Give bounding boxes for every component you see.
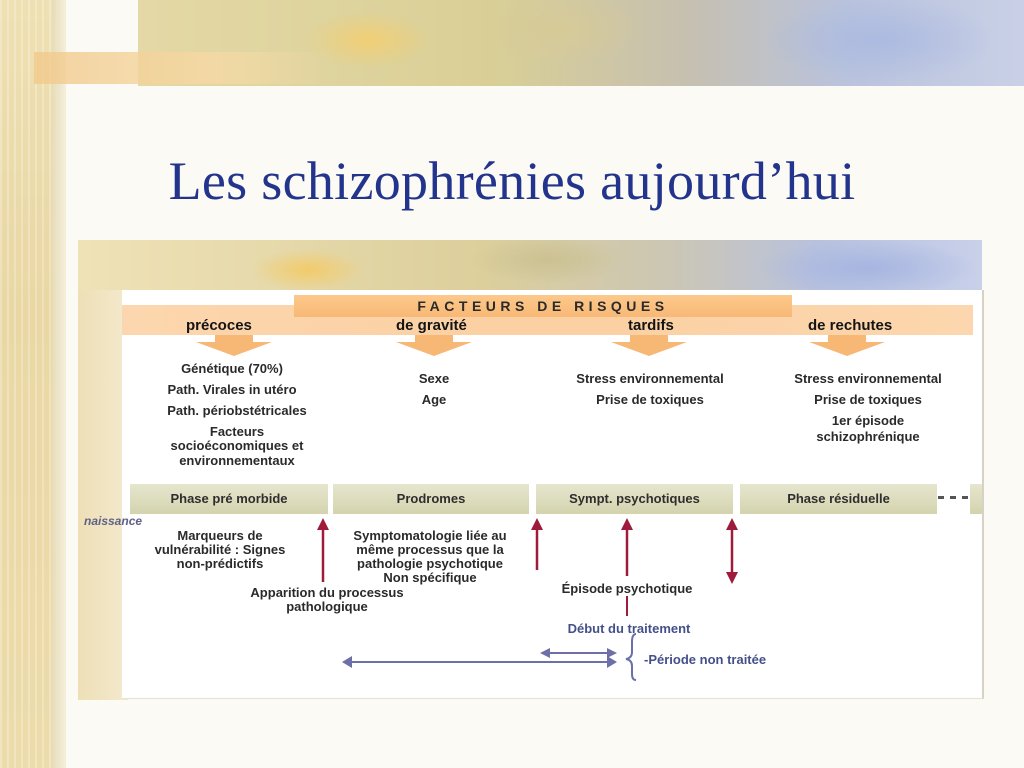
orange-down-arrow-gravite <box>396 335 472 356</box>
left-decor-shadow <box>52 0 66 768</box>
phase-continuation <box>970 484 982 514</box>
phase-continuation-dash-2 <box>950 496 956 499</box>
category-precoces: précoces <box>186 317 252 334</box>
note-apparition-1: Apparition du processus <box>250 585 404 600</box>
note-apparition-2: pathologique <box>286 599 368 614</box>
factor-precoces-4: Facteurs <box>209 424 265 439</box>
category-rechutes: de rechutes <box>808 317 893 334</box>
orange-down-arrow-precoces <box>196 335 272 356</box>
factor-gravite-2: Age <box>421 392 447 407</box>
factor-rechutes-3: 1er épisode <box>831 413 905 428</box>
factor-rechutes-2: Prise de toxiques <box>814 392 922 407</box>
note-marqueurs-3: non-prédictifs <box>176 556 264 571</box>
slide-title: Les schizophrénies aujourd’hui <box>168 151 856 211</box>
note-episode-psychotique: Épisode psychotique <box>561 581 693 596</box>
left-decor-strip <box>0 0 52 768</box>
note-periode-non-traitee-label: Période non traitée <box>648 652 767 667</box>
factor-rechutes-4: schizophrénique <box>816 429 920 444</box>
note-marqueurs-1: Marqueurs de <box>177 528 263 543</box>
factor-tardifs-1: Stress environnemental <box>576 371 724 386</box>
top-decor-band <box>34 52 334 84</box>
orange-down-arrow-tardifs <box>611 335 687 356</box>
phase-prodromes: Prodromes <box>333 484 529 514</box>
note-debut-traitement: Début du traitement <box>567 621 691 636</box>
factor-precoces-5: socioéconomiques et <box>170 438 304 453</box>
note-symptomatologie-2: même processus que la <box>356 542 504 557</box>
phase-residuelle: Phase résiduelle <box>740 484 937 514</box>
phase-sympt-psychotiques: Sympt. psychotiques <box>536 484 733 514</box>
phase-continuation-dash-1 <box>938 496 944 499</box>
factor-gravite-1: Sexe <box>418 371 450 386</box>
factor-precoces-1: Génétique (70%) <box>181 361 283 376</box>
phase-continuation-dash-3 <box>962 496 968 499</box>
risk-header-title: FACTEURS DE RISQUES <box>417 298 669 314</box>
note-marqueurs-2: vulnérabilité : Signes <box>154 542 286 557</box>
risk-factor-diagram <box>84 290 984 699</box>
factor-rechutes-1: Stress environnemental <box>794 371 942 386</box>
factor-precoces-6: environnementaux <box>179 453 295 468</box>
orange-down-arrow-rechutes <box>809 335 885 356</box>
diagram-left-shadow <box>78 290 128 700</box>
birth-label: naissance <box>84 514 143 528</box>
factor-precoces-3: Path. périobstétricales <box>167 403 307 418</box>
category-gravite: de gravité <box>396 317 467 334</box>
note-symptomatologie-4: Non spécifique <box>383 570 477 585</box>
phase-pre-morbide: Phase pré morbide <box>130 484 328 514</box>
timeline-bracket <box>626 634 636 680</box>
factor-precoces-2: Path. Virales in utéro <box>167 382 297 397</box>
factor-tardifs-2: Prise de toxiques <box>596 392 704 407</box>
note-periode-non-traitee: -Période non traitée <box>644 652 767 667</box>
category-tardifs: tardifs <box>628 317 674 334</box>
note-symptomatologie-3: pathologie psychotique <box>357 556 503 571</box>
note-symptomatologie-1: Symptomatologie liée au <box>353 528 507 543</box>
